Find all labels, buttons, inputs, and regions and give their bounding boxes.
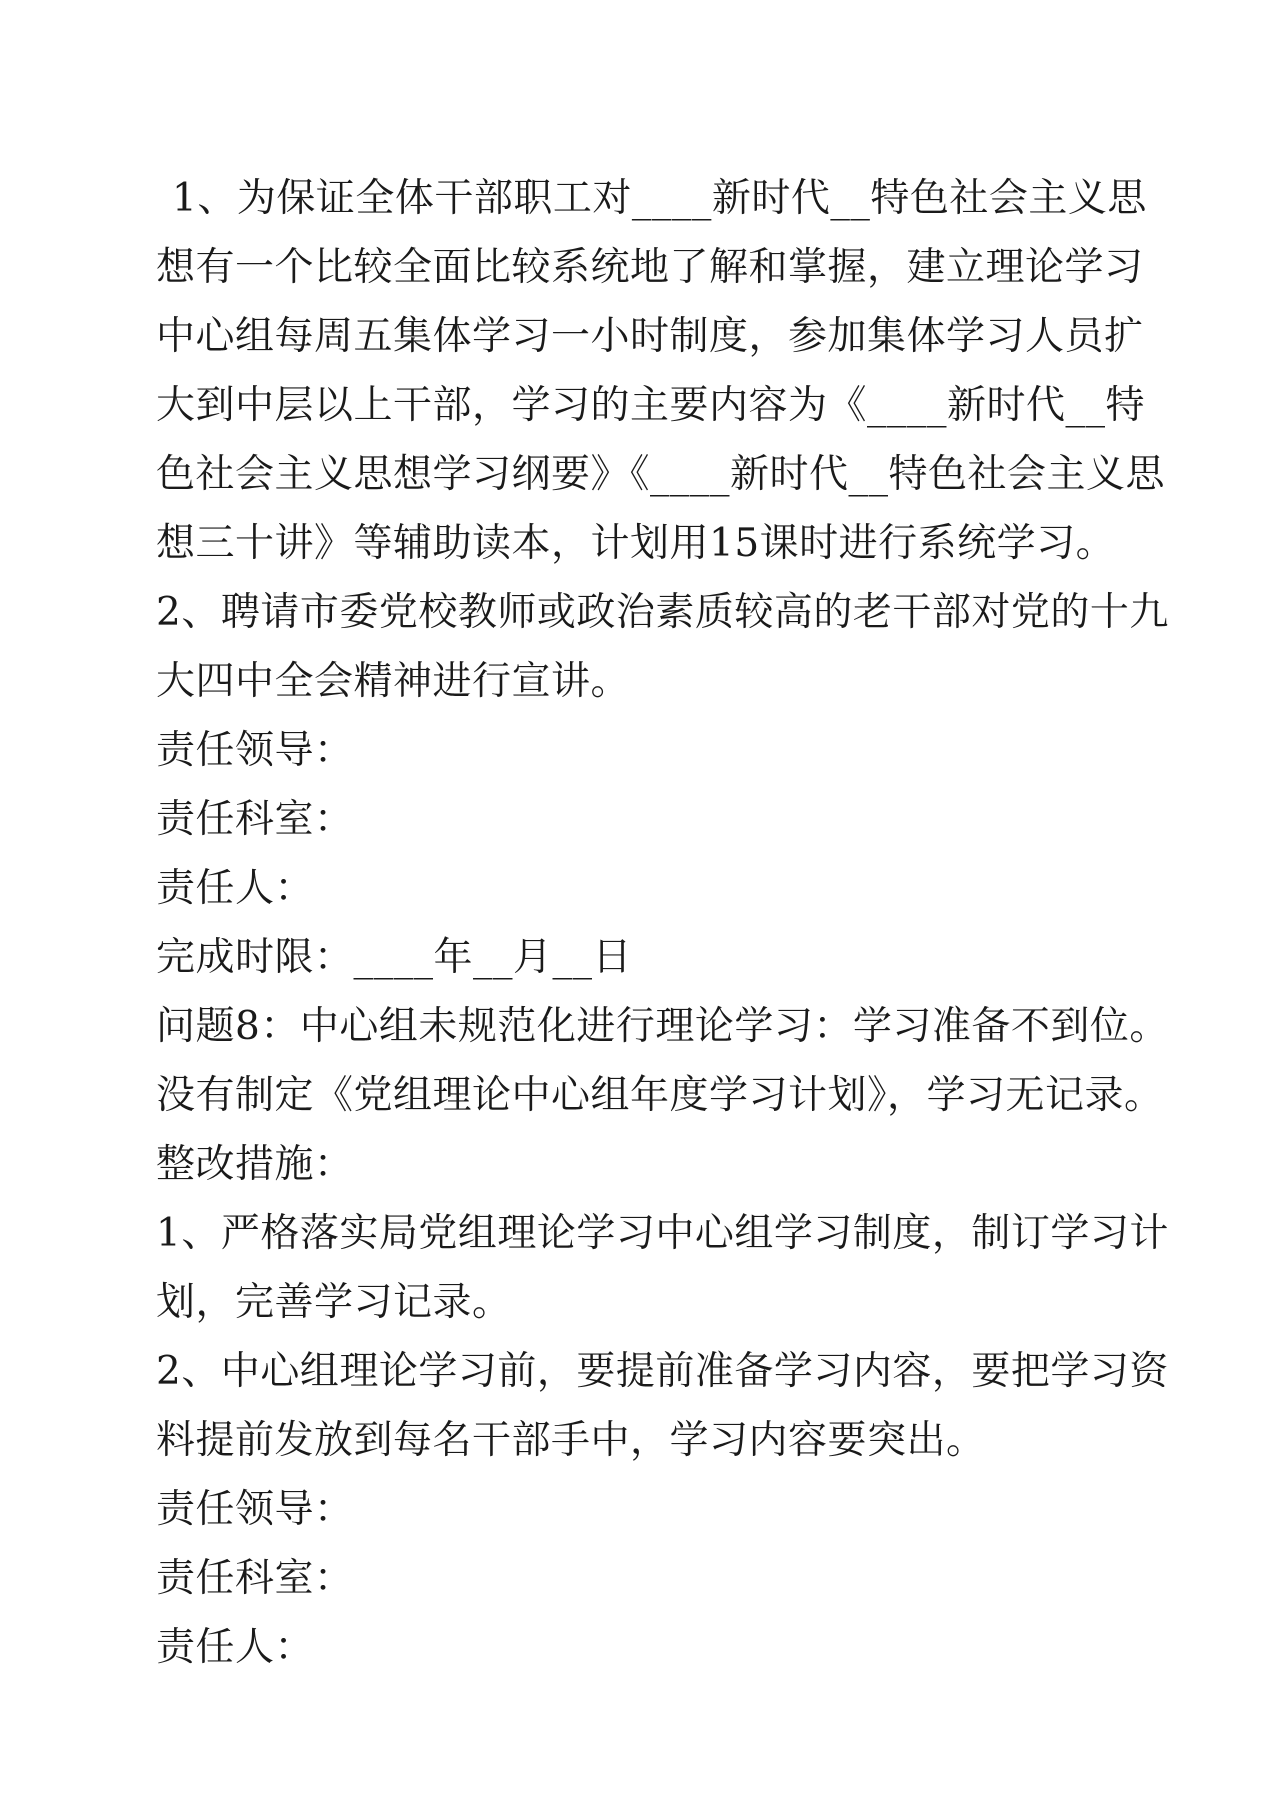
responsible-leader-label: 责任领导： bbox=[156, 728, 354, 773]
responsible-department-label: 责任科室： bbox=[156, 797, 354, 842]
issue-heading: 问题8：中心组未规范化进行理论学习：学习准备不到位。 bbox=[156, 1004, 1169, 1049]
rectification-heading: 整改措施： bbox=[156, 1142, 354, 1187]
paragraph-line: 1、为保证全体干部职工对____新时代__特色社会主义思 bbox=[172, 176, 1147, 221]
paragraph-line: 没有制定《党组理论中心组年度学习计划》，学习无记录。 bbox=[156, 1073, 1164, 1118]
paragraph-line: 2、聘请市委党校教师或政治素质较高的老干部对党的十九 bbox=[156, 590, 1169, 635]
responsible-leader-label: 责任领导： bbox=[156, 1487, 354, 1532]
paragraph-line: 划，完善学习记录。 bbox=[156, 1280, 512, 1325]
paragraph-line: 中心组每周五集体学习一小时制度，参加集体学习人员扩 bbox=[156, 314, 1144, 359]
paragraph-line: 色社会主义思想学习纲要》《____新时代__特色社会主义思 bbox=[156, 452, 1166, 497]
paragraph-line: 料提前发放到每名干部手中，学习内容要突出。 bbox=[156, 1418, 986, 1463]
paragraph-line: 大到中层以上干部，学习的主要内容为《____新时代__特 bbox=[156, 383, 1146, 428]
responsible-department-label: 责任科室： bbox=[156, 1556, 354, 1601]
document-body bbox=[156, 164, 1169, 1682]
paragraph-line: 大四中全会精神进行宣讲。 bbox=[156, 659, 631, 704]
responsible-person-label: 责任人： bbox=[156, 866, 315, 911]
paragraph-line: 想有一个比较全面比较系统地了解和掌握，建立理论学习 bbox=[156, 245, 1144, 290]
responsible-person-label: 责任人： bbox=[156, 1625, 315, 1670]
paragraph-line: 想三十讲》等辅助读本，计划用15课时进行系统学习。 bbox=[156, 521, 1116, 566]
deadline-label: 完成时限：____年__月__日 bbox=[156, 935, 633, 980]
paragraph-line: 2、中心组理论学习前，要提前准备学习内容，要把学习资 bbox=[156, 1349, 1169, 1394]
paragraph-line: 1、严格落实局党组理论学习中心组学习制度，制订学习计 bbox=[156, 1211, 1169, 1256]
